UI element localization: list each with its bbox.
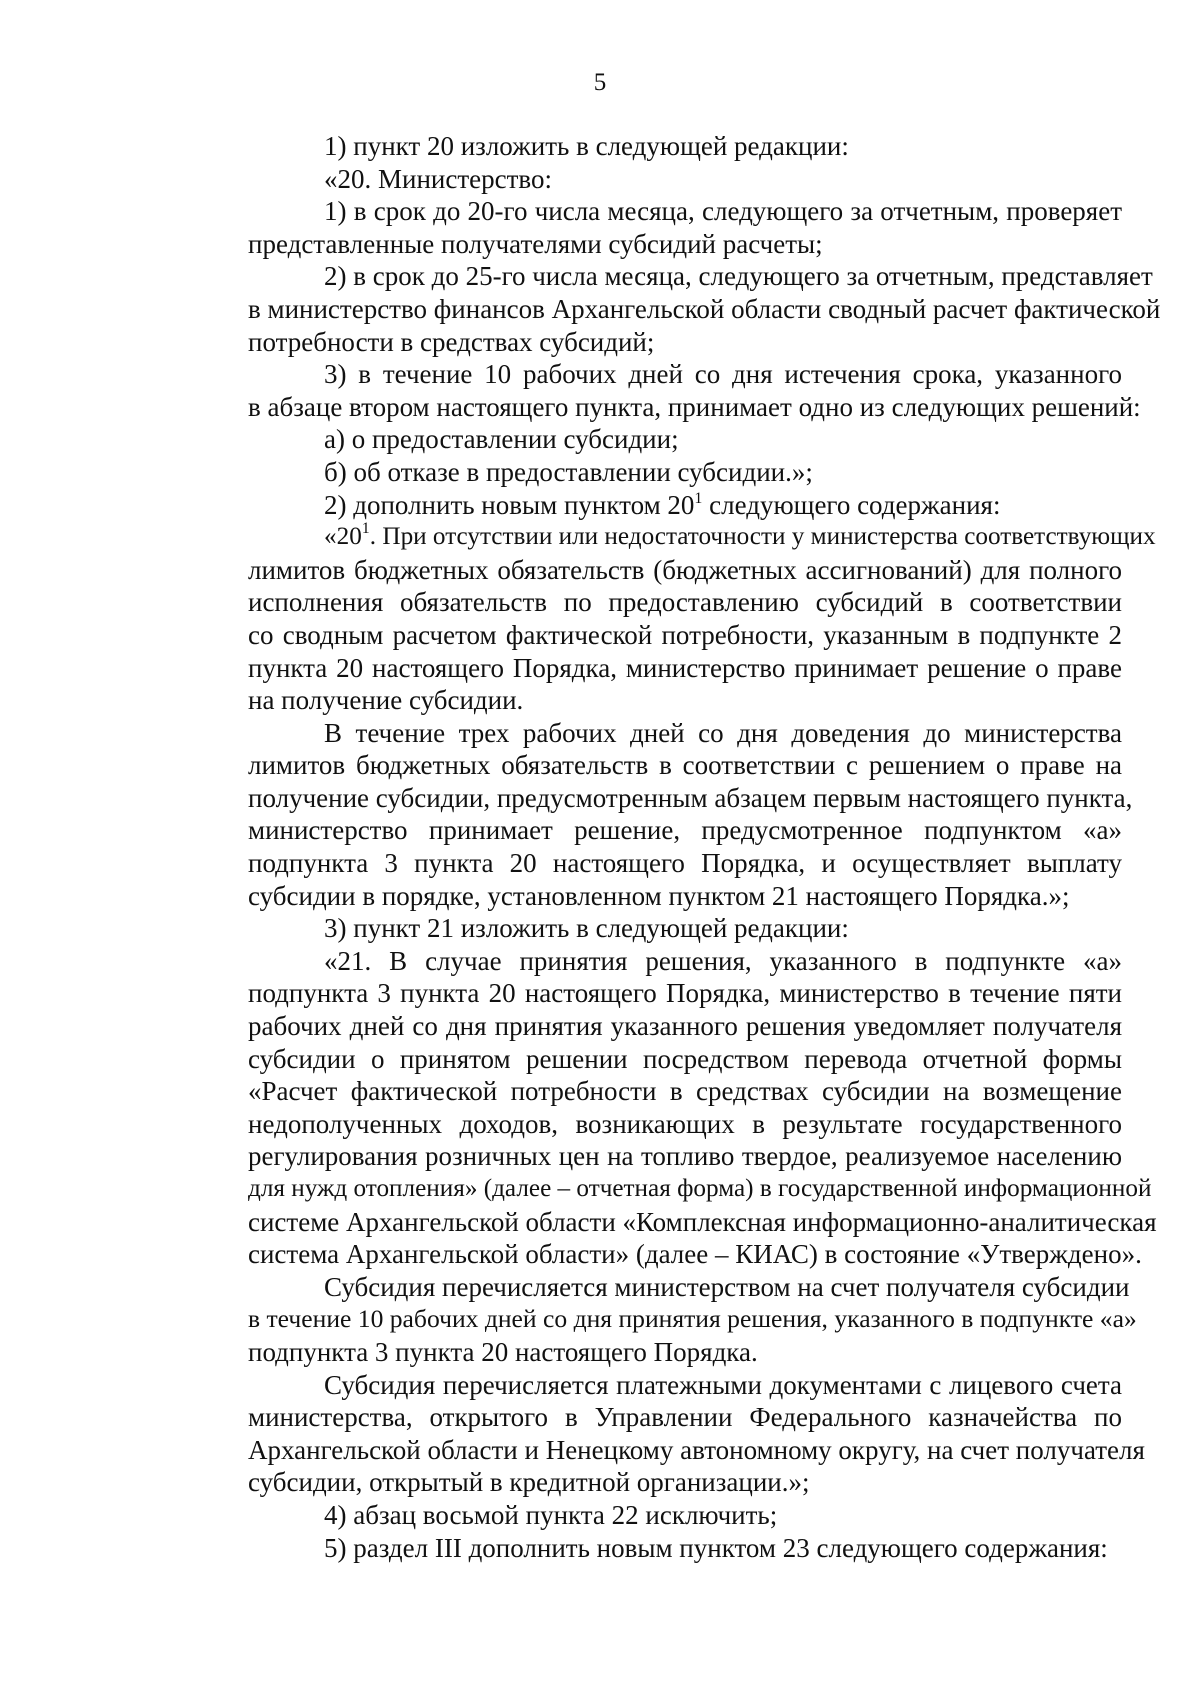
text-fragment: . При отсутствии или недостаточности у министерства соответствующих	[369, 523, 1156, 551]
paragraph-6	[172, 423, 1122, 456]
paragraph-13	[172, 1271, 1137, 1369]
text-fragment: «20	[324, 523, 362, 551]
text-line: получение субсидии, предусмотренным абзацем первым настоящего пункта,	[248, 782, 1133, 813]
text-line: 5) раздел III дополнить новым пунктом 23 следующего содержания:	[324, 1532, 1108, 1563]
text-line: со сводным расчетом фактической потребности, указанным в подпункте 2	[248, 619, 1122, 650]
text-line	[172, 520, 1156, 554]
text-line: министерство принимает решение, предусмотренное подпунктом «а»	[248, 815, 1122, 846]
text-line: лимитов бюджетных обязательств в соответствии с решением о праве на	[248, 750, 1122, 781]
text-line: министерства, открытого в Управлении Федерального казначейства по	[248, 1402, 1122, 1433]
text-line: потребности в средствах субсидий;	[248, 326, 655, 357]
paragraph-3	[172, 195, 1122, 260]
text-line: недополученных доходов, возникающих в результате государственного	[248, 1108, 1122, 1139]
paragraph-9	[172, 520, 1156, 717]
text-line: пункта 20 настоящего Порядка, министерство принимает решение о праве	[248, 652, 1122, 683]
paragraph-7	[172, 456, 1122, 489]
text-line: Субсидия перечисляется министерством на счет получателя субсидии	[324, 1271, 1130, 1302]
text-fragment: 2) дополнить новым пунктом 20	[324, 489, 695, 520]
text-line: исполнения обязательств по предоставлению субсидий в соответствии	[248, 587, 1122, 618]
paragraph-2	[172, 163, 1122, 196]
paragraph-16	[172, 1532, 1122, 1565]
text-line: система Архангельской области» (далее – КИАС) в состояние «Утверждено».	[248, 1239, 1142, 1270]
text-line: «20. Министерство:	[324, 163, 552, 194]
text-line: 2) в срок до 25-го числа месяца, следующего за отчетным, представляет	[324, 261, 1153, 292]
text-line: для нужд отопления» (далее – отчетная форма) в государственной информационной	[248, 1175, 1152, 1202]
paragraph-1	[172, 130, 1122, 163]
page-number: 5	[593, 69, 607, 96]
paragraph-5	[172, 358, 1141, 423]
text-line: системе Архангельской области «Комплексная информационно-аналитическая	[248, 1206, 1157, 1237]
text-line: «21. В случае принятия решения, указанного в подпункте «а»	[324, 945, 1122, 976]
paragraph-10	[172, 717, 1133, 913]
text-line: подпункта 3 пункта 20 настоящего Порядка.	[248, 1336, 758, 1367]
text-line: в течение 10 рабочих дней со дня принятия решения, указанного в подпункте «а»	[248, 1304, 1137, 1334]
text-line: 4) абзац восьмой пункта 22 исключить;	[324, 1499, 778, 1530]
text-line: 3) пункт 21 изложить в следующей редакции:	[324, 913, 849, 944]
text-line: рабочих дней со дня принятия указанного решения уведомляет получателя	[248, 1011, 1122, 1042]
text-line: подпункта 3 пункта 20 настоящего Порядка, министерство в течение пяти	[248, 978, 1122, 1009]
paragraph-11	[172, 912, 1122, 945]
text-line: Субсидия перечисляется платежными документами с лицевого счета	[324, 1369, 1122, 1400]
paragraph-4	[172, 260, 1161, 358]
text-line: а) о предоставлении субсидии;	[324, 424, 679, 455]
text-fragment: следующего содержания:	[702, 489, 1001, 520]
text-line: на получение субсидии.	[248, 685, 524, 716]
paragraph-14	[172, 1369, 1145, 1499]
text-line: б) об отказе в предоставлении субсидии.»;	[324, 456, 813, 487]
paragraph-8	[172, 489, 1122, 522]
paragraph-12	[172, 945, 1157, 1271]
text-line: Архангельской области и Ненецкому автономному округу, на счет получателя	[248, 1434, 1145, 1465]
text-line: субсидии о принятом решении посредством перевода отчетной формы	[248, 1043, 1122, 1074]
document-body	[172, 130, 1161, 1564]
superscript: 1	[361, 520, 370, 538]
text-line: в абзаце втором настоящего пункта, принимает одно из следующих решений:	[248, 391, 1141, 422]
text-line: регулирования розничных цен на топливо твердое, реализуемое населению	[248, 1141, 1122, 1172]
text-line: «Расчет фактической потребности в средствах субсидии на возмещение	[248, 1076, 1122, 1107]
text-line: подпункта 3 пункта 20 настоящего Порядка, и осуществляет выплату	[248, 848, 1122, 879]
text-line: в министерство финансов Архангельской области сводный расчет фактической	[248, 293, 1161, 324]
text-line: 3) в течение 10 рабочих дней со дня истечения срока, указанного	[324, 359, 1122, 390]
text-line: 1) пункт 20 изложить в следующей редакции:	[324, 131, 849, 161]
text-line: субсидии в порядке, установленном пунктом 21 настоящего Порядка.»;	[248, 880, 1070, 911]
paragraph-15	[172, 1499, 1122, 1532]
superscript: 1	[694, 489, 703, 507]
text-line: 1) в срок до 20-го числа месяца, следующего за отчетным, проверяет	[324, 196, 1122, 227]
text-line: лимитов бюджетных обязательств (бюджетных ассигнований) для полного	[248, 554, 1122, 585]
text-line: представленные получателями субсидий расчеты;	[248, 228, 823, 259]
text-line	[172, 489, 1122, 522]
text-line: В течение трех рабочих дней со дня доведения до министерства	[324, 717, 1122, 748]
text-line: субсидии, открытый в кредитной организации.»;	[248, 1467, 810, 1498]
